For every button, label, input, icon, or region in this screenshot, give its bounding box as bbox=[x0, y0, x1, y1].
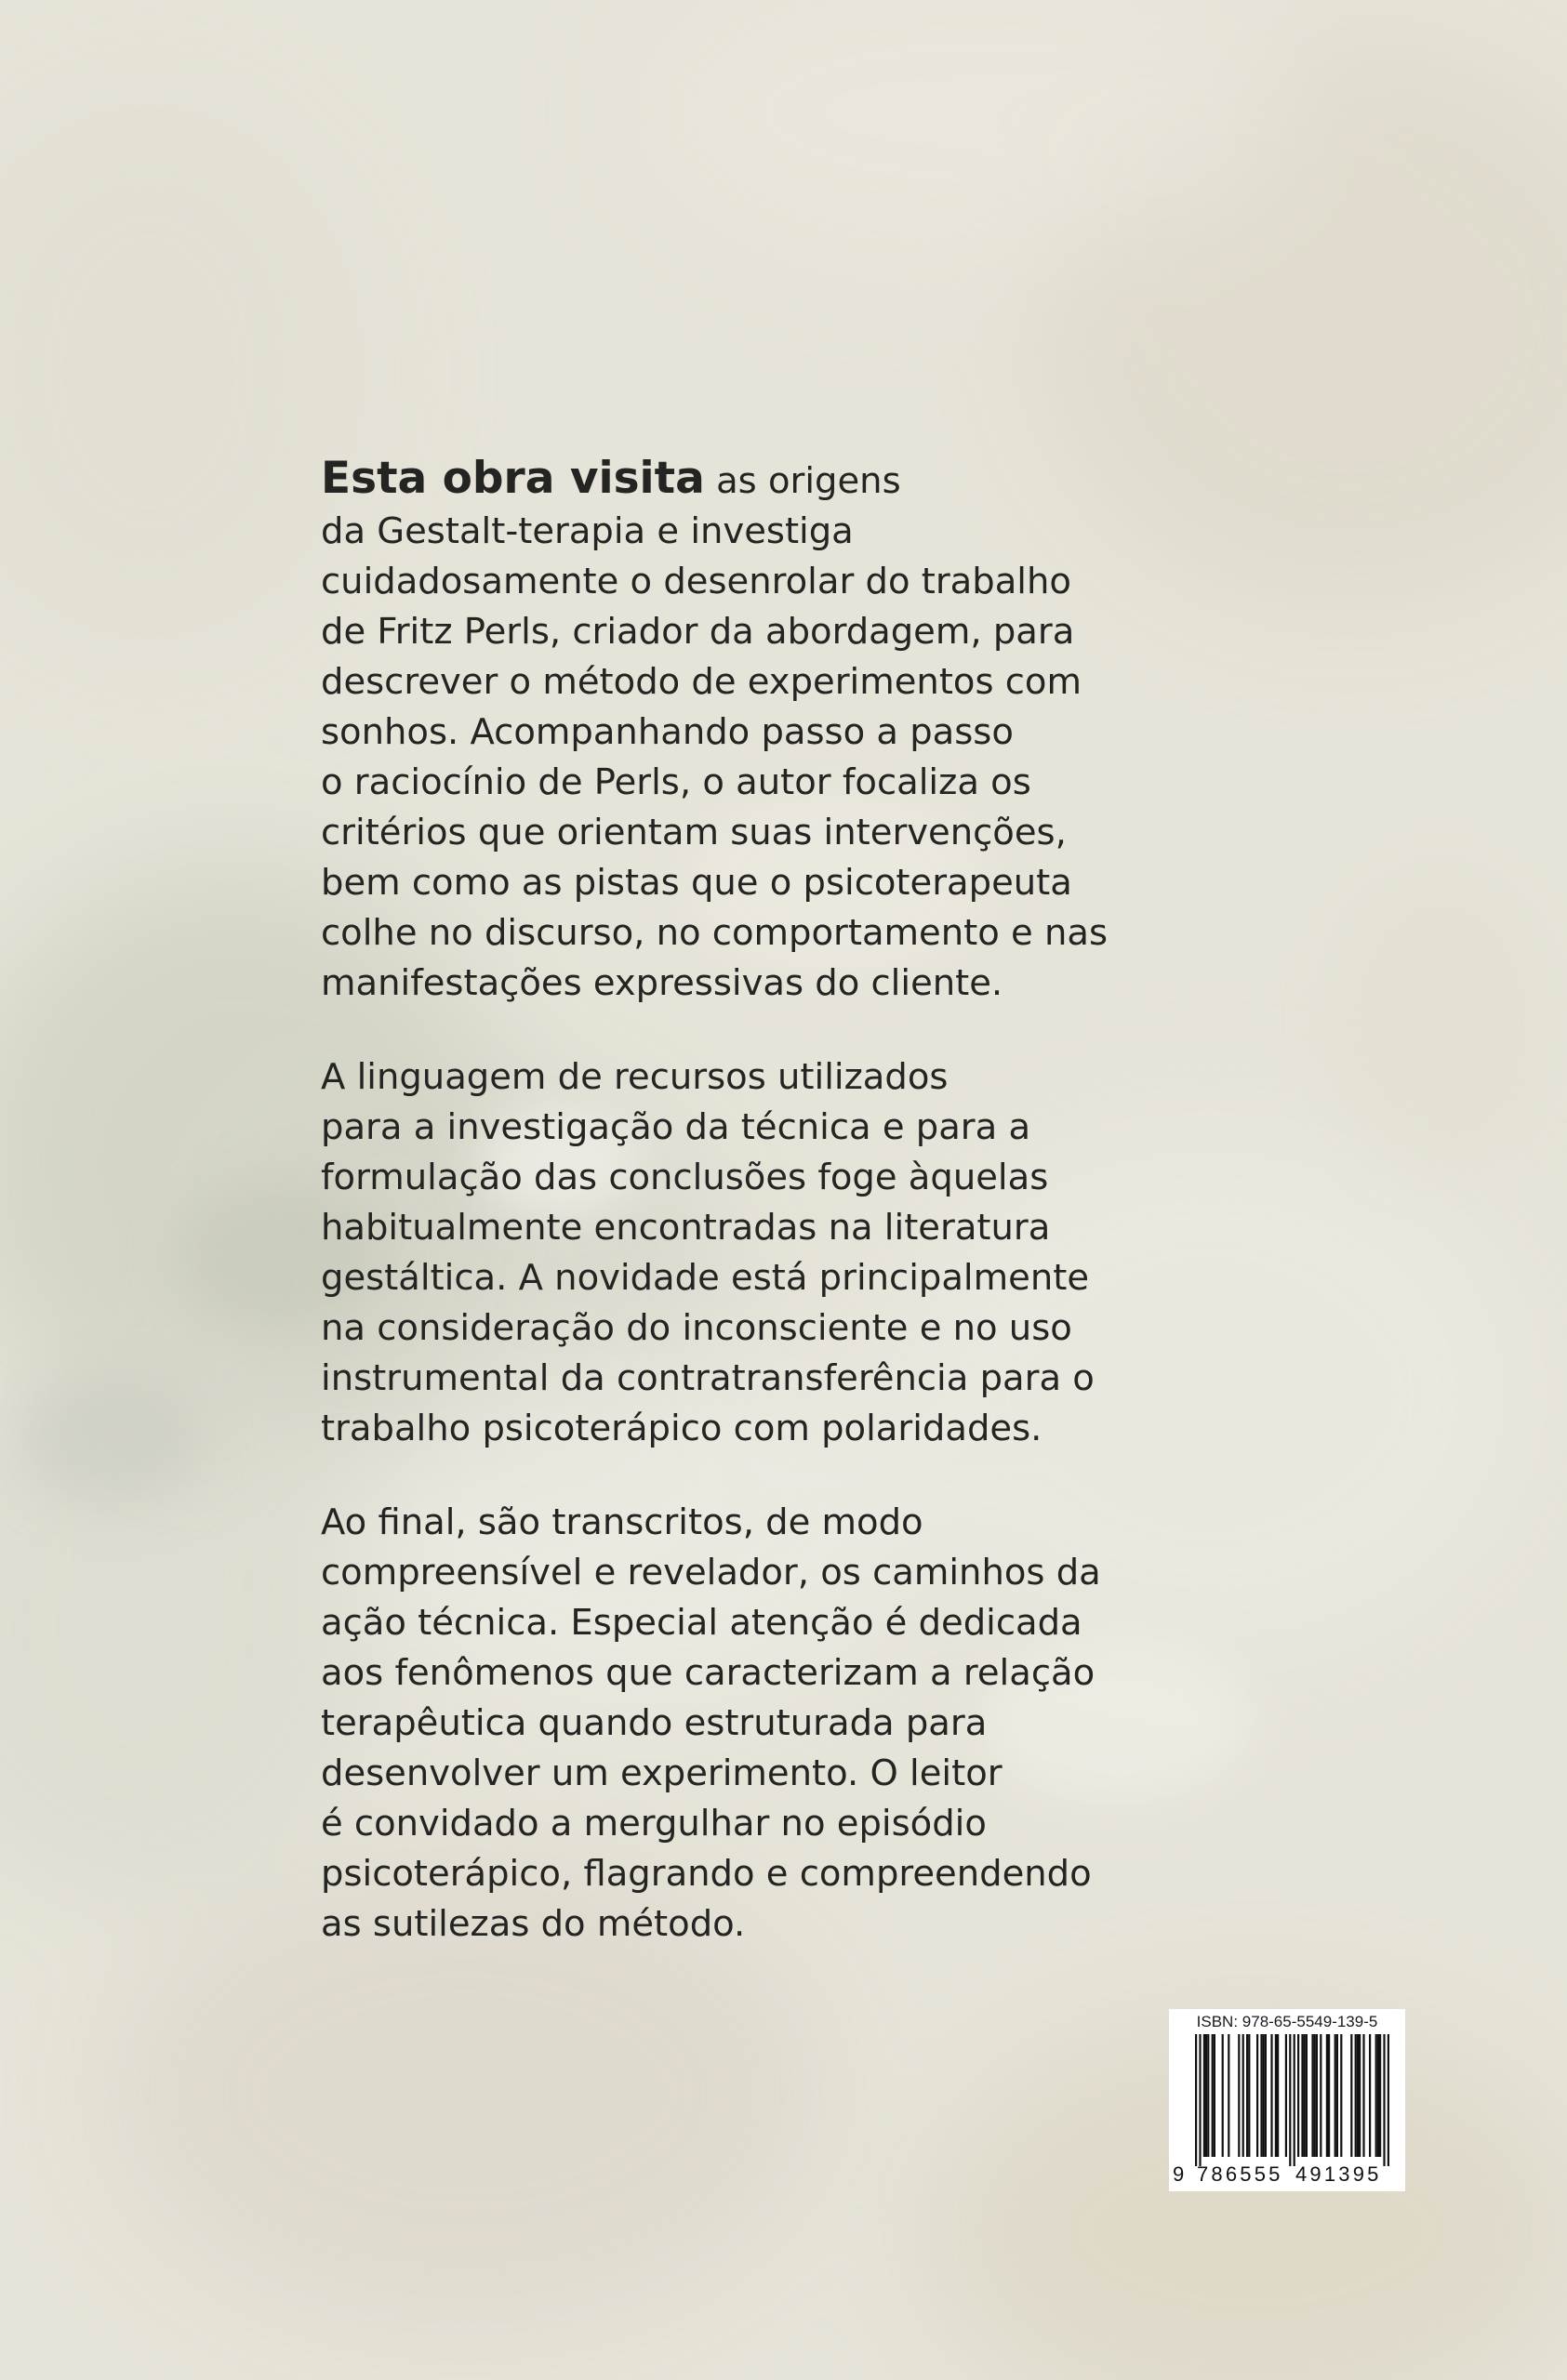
barcode-bar bbox=[1277, 2034, 1279, 2157]
text-line: instrumental da contratransferência para o bbox=[321, 1357, 1095, 1399]
paragraph-3 bbox=[321, 1498, 1251, 1950]
barcode-bar bbox=[1238, 2034, 1240, 2157]
barcode-bar bbox=[1311, 2034, 1313, 2157]
barcode-bar bbox=[1326, 2034, 1328, 2157]
barcode-bar bbox=[1289, 2034, 1291, 2166]
barcode-bar bbox=[1228, 2034, 1229, 2157]
barcode-bar bbox=[1242, 2034, 1244, 2157]
barcode-bars bbox=[1182, 2034, 1396, 2166]
barcode-bar bbox=[1199, 2034, 1201, 2166]
barcode-bar bbox=[1263, 2034, 1265, 2157]
text-line: gestáltica. A novidade está principalmente bbox=[321, 1257, 1090, 1299]
barcode-bar bbox=[1379, 2034, 1381, 2157]
text-line: terapêutica quando estruturada para bbox=[321, 1702, 988, 1744]
barcode-bar bbox=[1314, 2034, 1316, 2157]
barcode-bar bbox=[1359, 2034, 1361, 2157]
text-line: critérios que orientam suas intervenções, bbox=[321, 812, 1067, 853]
barcode-bar bbox=[1246, 2034, 1248, 2157]
barcode-bar bbox=[1377, 2034, 1379, 2157]
text-line: da Gestalt-terapia e investiga bbox=[321, 510, 854, 552]
barcode-bar bbox=[1260, 2034, 1262, 2157]
barcode-bar bbox=[1214, 2034, 1215, 2157]
text-line: sonhos. Acompanhando passo a passo bbox=[321, 711, 1014, 753]
barcode-bar bbox=[1294, 2034, 1295, 2166]
text-line: trabalho psicoterápico com polaridades. bbox=[321, 1408, 1042, 1449]
barcode-bar bbox=[1320, 2034, 1321, 2157]
barcode-bar bbox=[1301, 2034, 1303, 2157]
barcode-bar bbox=[1248, 2034, 1250, 2157]
barcode-first-digit: 9 bbox=[1173, 2162, 1185, 2186]
barcode-bar bbox=[1207, 2034, 1209, 2157]
text-line: é convidado a mergulhar no episódio bbox=[321, 1803, 987, 1844]
barcode-bar bbox=[1203, 2034, 1205, 2157]
barcode-bar bbox=[1222, 2034, 1224, 2157]
text-line: de Fritz Perls, criador da abordagem, para bbox=[321, 611, 1075, 653]
barcode-bar bbox=[1256, 2034, 1258, 2157]
barcode-bar bbox=[1355, 2034, 1357, 2157]
barcode-bar bbox=[1195, 2034, 1197, 2166]
barcode-bar bbox=[1350, 2034, 1352, 2157]
paragraph-1 bbox=[321, 454, 1251, 1009]
text-line: o raciocínio de Perls, o autor focaliza os bbox=[321, 761, 1031, 803]
barcode-bar bbox=[1328, 2034, 1330, 2157]
text-line: A linguagem de recursos utilizados bbox=[321, 1056, 949, 1098]
text-line: desenvolver um experimento. O leitor bbox=[321, 1752, 1003, 1794]
text-line: formulação das conclusões foge àquelas bbox=[321, 1157, 1049, 1198]
isbn-barcode-box bbox=[1169, 2009, 1405, 2191]
text-line: as sutilezas do método. bbox=[321, 1903, 746, 1945]
text-line: para a investigação da técnica e para a bbox=[321, 1106, 1031, 1148]
text-line: bem como as pistas que o psicoterapeuta bbox=[321, 862, 1072, 904]
text-line: colhe no discurso, no comportamento e nas bbox=[321, 912, 1109, 954]
barcode-bar bbox=[1375, 2034, 1377, 2157]
barcode-bar bbox=[1212, 2034, 1214, 2157]
barcode-bar bbox=[1265, 2034, 1267, 2157]
text-line: compreensível e revelador, os caminhos da bbox=[321, 1552, 1101, 1593]
paragraph-2 bbox=[321, 1052, 1251, 1454]
barcode-bar bbox=[1306, 2034, 1308, 2157]
barcode-bar bbox=[1383, 2034, 1385, 2166]
barcode-bar bbox=[1369, 2034, 1371, 2157]
text-line: habitualmente encontradas na literatura bbox=[321, 1207, 1051, 1249]
isbn-label: ISBN: 978-65-5549-139-5 bbox=[1196, 2013, 1378, 2030]
barcode-bar bbox=[1275, 2034, 1277, 2157]
back-cover-text bbox=[321, 454, 1251, 1993]
text-line: descrever o método de experimentos com bbox=[321, 661, 1082, 703]
text-line: manifestações expressivas do cliente. bbox=[321, 962, 1003, 1004]
barcode-bar bbox=[1362, 2034, 1364, 2157]
barcode-bar bbox=[1335, 2034, 1336, 2157]
barcode-bar bbox=[1316, 2034, 1318, 2157]
barcode-bar bbox=[1336, 2034, 1338, 2157]
text-line: cuidadosamente o desenrolar do trabalho bbox=[321, 561, 1071, 602]
text-line: aos fenômenos que caracterizam a relação bbox=[321, 1652, 1096, 1694]
barcode-bar bbox=[1297, 2034, 1299, 2157]
line-text: as origens bbox=[704, 460, 901, 502]
barcode-bar bbox=[1205, 2034, 1207, 2157]
lead-phrase: Esta obra visita bbox=[321, 453, 705, 504]
barcode-left-digits: 786555 bbox=[1197, 2162, 1283, 2186]
barcode-bar bbox=[1388, 2034, 1389, 2166]
barcode-right-digits: 491395 bbox=[1295, 2162, 1382, 2186]
text-line bbox=[321, 454, 1251, 507]
barcode-bar bbox=[1304, 2034, 1306, 2157]
barcode-bar bbox=[1285, 2034, 1287, 2157]
text-line: psicoterápico, flagrando e compreendendo bbox=[321, 1853, 1092, 1895]
barcode-bar bbox=[1357, 2034, 1359, 2157]
text-line: na consideração do inconsciente e no uso bbox=[321, 1307, 1072, 1349]
text-line: Ao final, são transcritos, de modo bbox=[321, 1501, 923, 1543]
text-line: ação técnica. Especial atenção é dedicada bbox=[321, 1602, 1082, 1644]
barcode-bar bbox=[1270, 2034, 1272, 2157]
barcode-bar bbox=[1340, 2034, 1342, 2157]
